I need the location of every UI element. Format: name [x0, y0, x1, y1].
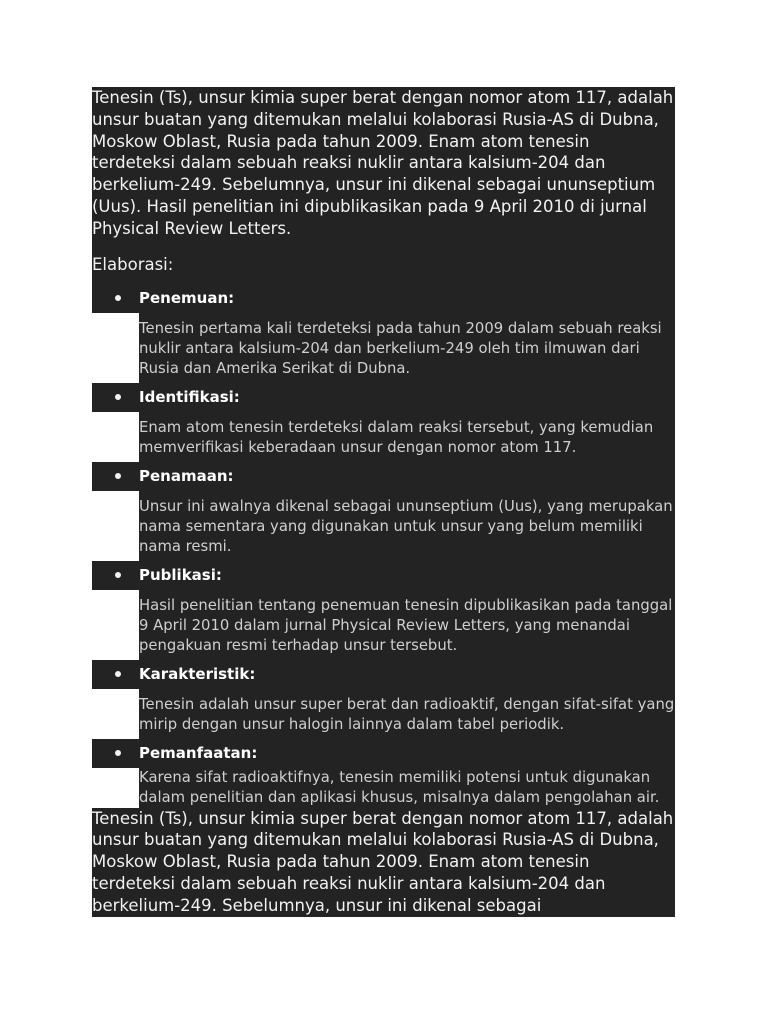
list-gutter [92, 561, 115, 590]
list-item-heading-row [92, 561, 675, 590]
list-item-heading: Penamaan: [139, 462, 675, 491]
bullet-icon [115, 739, 139, 768]
list-indent [92, 313, 139, 383]
list-item [92, 462, 675, 561]
list-item-body [92, 412, 675, 462]
document-page [92, 87, 675, 926]
outro-paragraph: Tenesin (Ts), unsur kimia super berat dengan nomor atom 117, adalah unsur buatan yang ditemukan melalui kolaborasi Rusia-AS di Dubna, Moskow Oblast, Rusia pada tahun 2009. Enam atom tenesin terdeteksi dalam sebuah reaksi nuklir antara kalsium-204 dan berkelium-249. Sebelumnya, unsur ini dikenal sebagai [92, 808, 674, 915]
list-item-heading: Identifikasi: [139, 383, 675, 412]
list-item-body [92, 491, 675, 561]
list-item-heading-row [92, 284, 675, 313]
list-gutter [92, 284, 115, 313]
bullet-icon [115, 561, 139, 590]
bullet-icon [115, 284, 139, 313]
list-item-text: Tenesin pertama kali terdeteksi pada tahun 2009 dalam sebuah reaksi nuklir antara kalsium-204 dan berkelium-249 oleh tim ilmuwan dari Rusia dan Amerika Serikat di Dubna. [139, 313, 675, 383]
list-indent [92, 590, 139, 660]
bullet-icon [115, 660, 139, 689]
list-item-text: Unsur ini awalnya dikenal sebagai ununseptium (Uus), yang merupakan nama sementara yang digunakan untuk unsur yang belum memiliki nama resmi. [139, 491, 675, 561]
list-item [92, 383, 675, 462]
list-item-heading-row [92, 462, 675, 491]
list-item-body [92, 590, 675, 660]
list-item-heading: Karakteristik: [139, 660, 675, 689]
list-gutter [92, 462, 115, 491]
list-item [92, 284, 675, 383]
list-gutter [92, 383, 115, 412]
elaboration-label: Elaborasi: [92, 254, 675, 284]
list-item-heading: Pemanfaatan: [139, 739, 675, 768]
list-indent [92, 768, 139, 808]
bullet-icon [115, 383, 139, 412]
list-item-heading-row [92, 660, 675, 689]
list-item-text: Hasil penelitian tentang penemuan tenesin dipublikasikan pada tanggal 9 April 2010 dalam jurnal Physical Review Letters, yang menandai pengakuan resmi terhadap unsur tersebut. [139, 590, 675, 660]
list-item-heading: Publikasi: [139, 561, 675, 590]
list-indent [92, 412, 139, 462]
list-item-body [92, 313, 675, 383]
elaboration-list [92, 284, 675, 808]
list-item-body [92, 689, 675, 739]
list-item [92, 660, 675, 739]
list-indent [92, 491, 139, 561]
list-item-text: Tenesin adalah unsur super berat dan radioaktif, dengan sifat-sifat yang mirip dengan unsur halogin lainnya dalam tabel periodik. [139, 689, 675, 739]
list-item [92, 561, 675, 660]
list-item-text: Enam atom tenesin terdeteksi dalam reaksi tersebut, yang kemudian memverifikasi keberadaan unsur dengan nomor atom 117. [139, 412, 675, 462]
list-gutter [92, 660, 115, 689]
list-item-body [92, 768, 675, 808]
bullet-icon [115, 462, 139, 491]
list-item [92, 739, 675, 808]
list-gutter [92, 739, 115, 768]
list-item-heading-row [92, 383, 675, 412]
list-indent [92, 689, 139, 739]
list-item-heading-row [92, 739, 675, 768]
list-item-heading: Penemuan: [139, 284, 675, 313]
list-item-text: Karena sifat radioaktifnya, tenesin memiliki potensi untuk digunakan dalam penelitian dan aplikasi khusus, misalnya dalam pengolahan air. [139, 768, 675, 808]
intro-paragraph: Tenesin (Ts), unsur kimia super berat dengan nomor atom 117, adalah unsur buatan yang ditemukan melalui kolaborasi Rusia-AS di Dubna, Moskow Oblast, Rusia pada tahun 2009. Enam atom tenesin terdeteksi dalam sebuah reaksi nuklir antara kalsium-204 dan berkelium-249. Sebelumnya, unsur ini dikenal sebagai ununseptium (Uus). Hasil penelitian ini dipublikasikan pada 9 April 2010 di jurnal Physical Review Letters. [92, 87, 675, 254]
